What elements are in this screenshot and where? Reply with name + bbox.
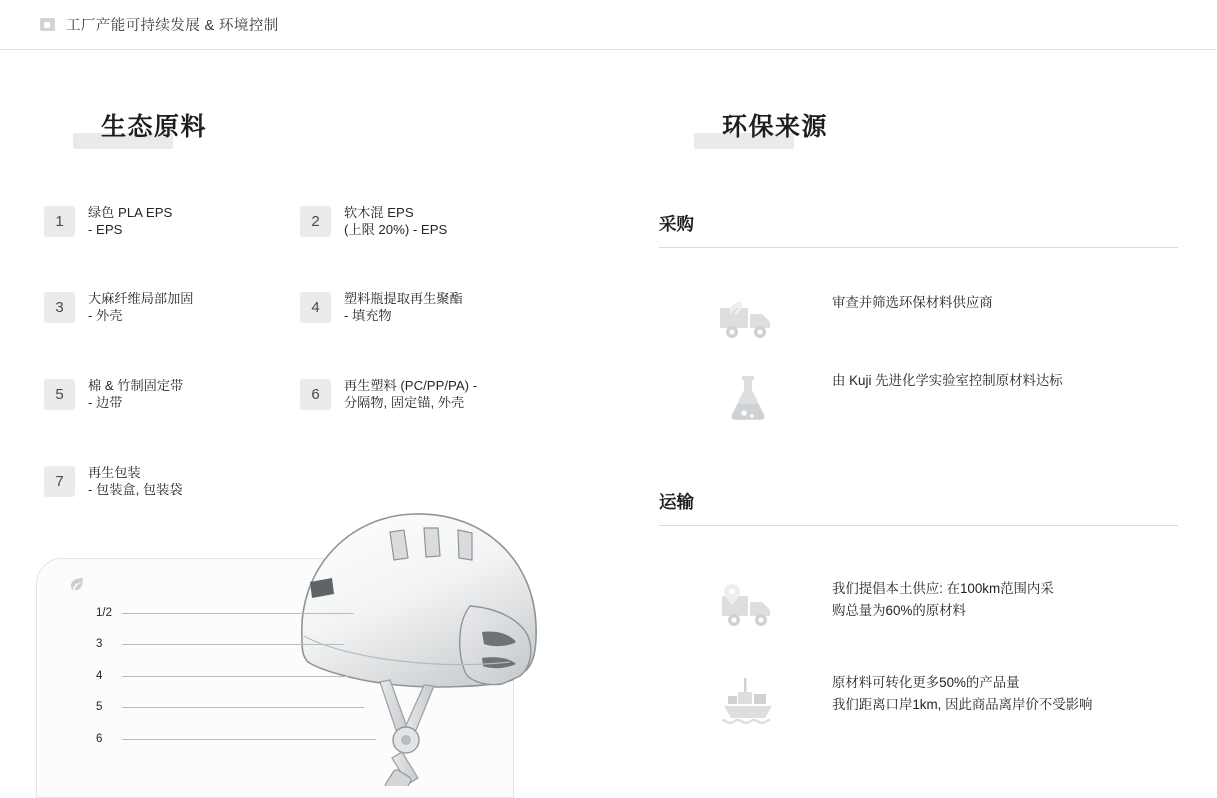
- info-row-lab-control: [716, 370, 1063, 426]
- callout-line: [122, 707, 364, 708]
- material-line-2: - 外壳: [88, 308, 123, 323]
- material-line-1: 棉 & 竹制固定带: [88, 378, 184, 393]
- info-row-supplier-screening: [716, 292, 993, 348]
- section-heading-eco-materials: [73, 107, 207, 143]
- callout-3: [96, 638, 354, 650]
- info-row-text: [832, 292, 993, 314]
- material-item-3: [44, 290, 194, 324]
- info-row-local-supply: [716, 578, 1054, 634]
- material-line-1: 塑料瓶提取再生聚酯: [344, 291, 463, 306]
- section-heading-label: 环保来源: [722, 113, 829, 141]
- callout-line: [122, 613, 354, 614]
- info-line: 原材料可转化更多50%的产品量: [832, 675, 1020, 690]
- page-title: 工厂产能可持续发展 & 环境控制: [66, 18, 279, 34]
- material-item-5: [44, 377, 183, 411]
- material-line-2: (上限 20%) - EPS: [344, 222, 448, 237]
- material-text: [344, 290, 463, 324]
- callout-line: [122, 739, 376, 740]
- material-number: 4: [300, 292, 331, 323]
- material-number: 2: [300, 206, 331, 237]
- material-item-1: [44, 204, 172, 238]
- leaf-icon: [69, 576, 85, 592]
- truck-eco-icon: [716, 292, 780, 348]
- material-text: [88, 377, 183, 411]
- callout-1-2: [96, 607, 364, 619]
- material-text: [88, 290, 194, 324]
- material-text: [344, 204, 447, 238]
- callout-label: 6: [96, 733, 103, 745]
- material-text: [88, 464, 183, 498]
- material-line-2: - 填充物: [344, 308, 392, 323]
- material-text: [88, 204, 172, 238]
- info-line: 购总量为60%的原材料: [832, 603, 966, 618]
- material-number: 6: [300, 379, 331, 410]
- material-line-2: - 边带: [88, 395, 123, 410]
- material-line-2: - 包装盒, 包装袋: [88, 482, 183, 497]
- callout-label: 1/2: [96, 607, 112, 619]
- callout-6: [96, 733, 386, 745]
- section-heading-eco-sourcing: [694, 107, 828, 143]
- material-number: 7: [44, 466, 75, 497]
- info-row-text: [832, 370, 1063, 392]
- material-number: 1: [44, 206, 75, 237]
- material-line-2: - EPS: [88, 222, 123, 237]
- material-item-7: [44, 464, 183, 498]
- material-line-1: 再生包装: [88, 465, 141, 480]
- callout-5: [96, 701, 374, 713]
- material-line-1: 再生塑料 (PC/PP/PA) -: [344, 378, 478, 393]
- helmet-diagram: [36, 548, 548, 798]
- subheading-procurement: 采购: [659, 214, 694, 234]
- info-row-port-proximity: [716, 672, 1092, 728]
- info-row-text: [832, 672, 1092, 716]
- material-text: [344, 377, 477, 411]
- callout-4: [96, 670, 358, 682]
- material-line-1: 软木混 EPS: [344, 205, 414, 220]
- callout-label: 5: [96, 701, 103, 713]
- material-number: 3: [44, 292, 75, 323]
- info-row-text: [832, 578, 1054, 622]
- material-line-1: 绿色 PLA EPS: [88, 205, 173, 220]
- divider-transport: [659, 525, 1178, 526]
- topbar: [0, 0, 1217, 50]
- callout-line: [122, 644, 344, 645]
- info-line: 我们距离口岸1km, 因此商品离岸价不受影响: [832, 697, 1093, 712]
- material-number: 5: [44, 379, 75, 410]
- info-line: 由 Kuji 先进化学实验室控制原材料达标: [832, 373, 1063, 388]
- callout-label: 4: [96, 670, 103, 682]
- cargo-ship-icon: [716, 672, 780, 728]
- material-line-1: 大麻纤维局部加固: [88, 291, 194, 306]
- local-delivery-icon: [716, 578, 780, 634]
- material-item-2: [300, 204, 447, 238]
- material-item-6: [300, 377, 477, 411]
- tag-icon: [40, 18, 55, 31]
- section-heading-label: 生态原料: [101, 113, 208, 141]
- callout-label: 3: [96, 638, 103, 650]
- info-line: 我们提倡本土供应: 在100km范围内采: [832, 581, 1054, 596]
- material-line-2: 分隔物, 固定锚, 外壳: [344, 395, 465, 410]
- lab-flask-icon: [716, 370, 780, 426]
- divider-procurement: [659, 247, 1178, 248]
- subheading-transport: 运输: [659, 492, 694, 512]
- info-line: 审查并筛选环保材料供应商: [832, 295, 993, 310]
- material-item-4: [300, 290, 463, 324]
- callout-line: [122, 676, 348, 677]
